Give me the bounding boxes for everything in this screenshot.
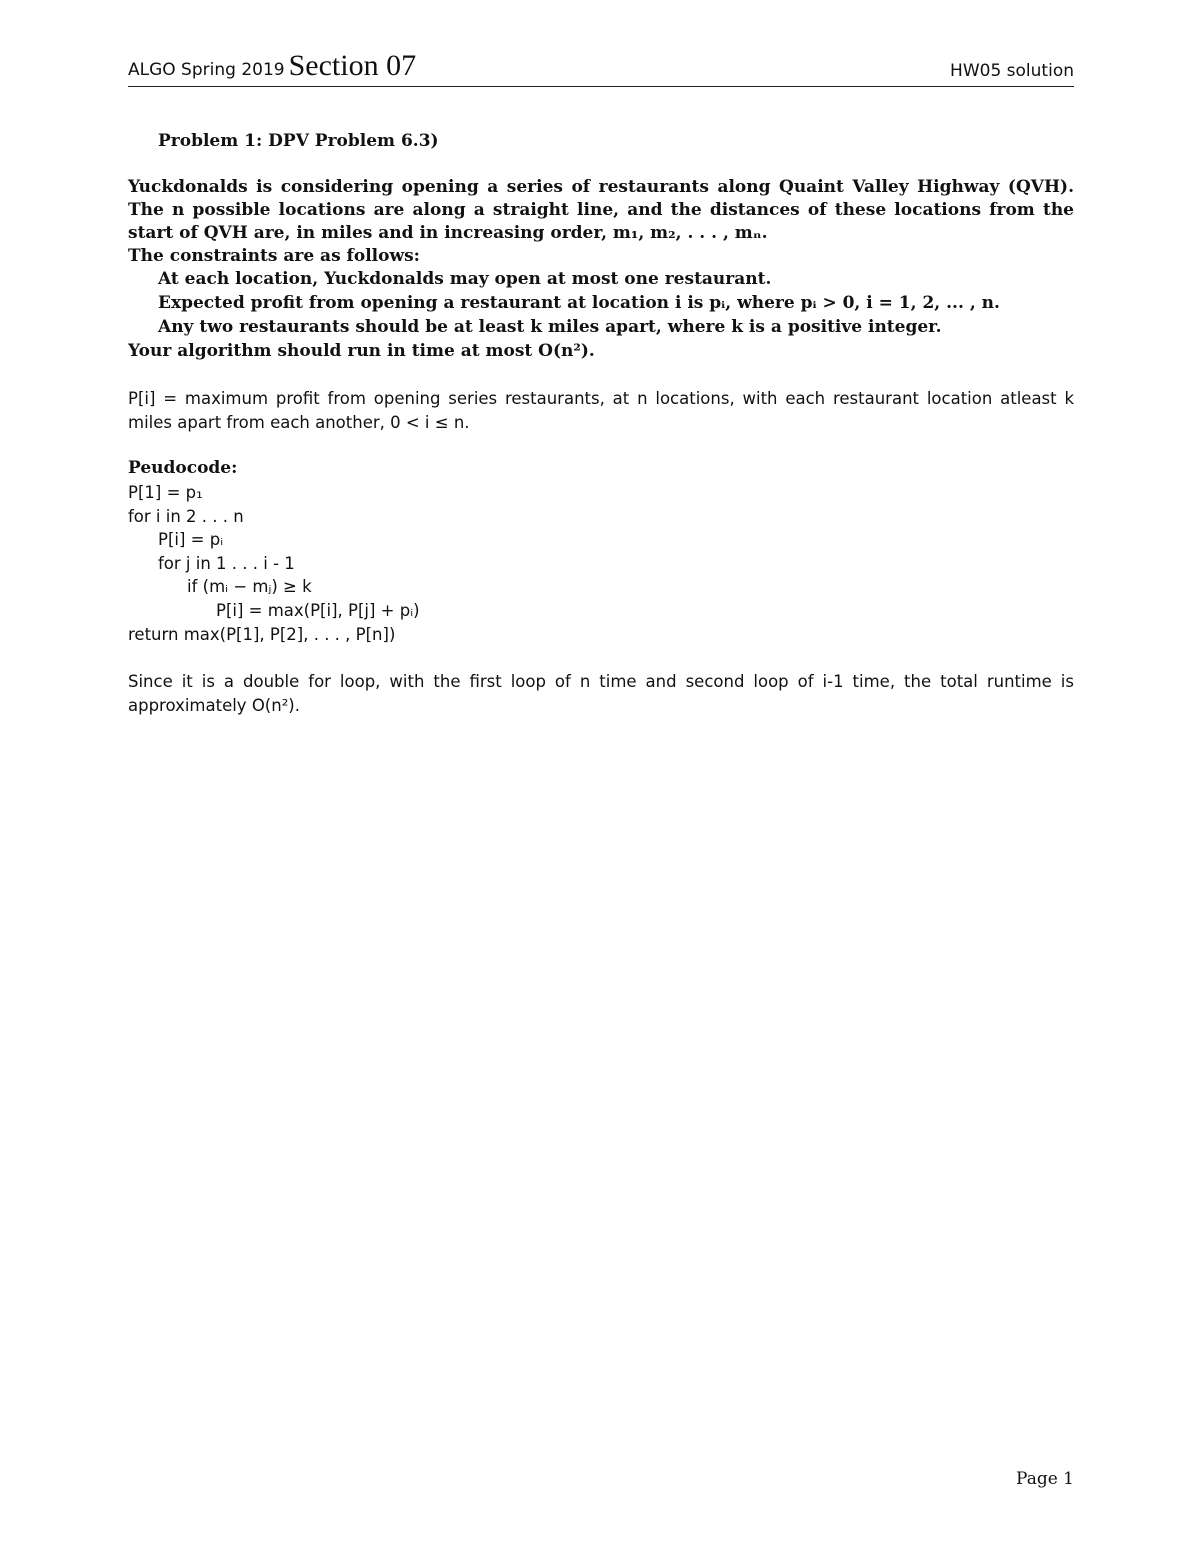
definition-line2: miles apart from each another, 0 < i ≤ n. bbox=[128, 413, 470, 432]
pseudocode-line: for i in 2 . . . n bbox=[128, 507, 244, 526]
pseudocode-line: P[i] = max(P[i], P[j] + pᵢ) bbox=[216, 601, 420, 620]
constraint-2: Expected profit from opening a restaurant at location i is pᵢ, where pᵢ > 0, i = 1, 2, ... , n. bbox=[158, 293, 1000, 313]
pseudocode-line: if (mᵢ − mⱼ) ≥ k bbox=[187, 577, 312, 596]
pseudocode-line: for j in 1 . . . i - 1 bbox=[158, 554, 295, 573]
pseudocode-heading: Peudocode: bbox=[128, 458, 238, 478]
definition-line1: P[i] = maximum profit from opening series restaurants, at n locations, with each restaurant location atleast k bbox=[128, 389, 1074, 408]
runtime-requirement: Your algorithm should run in time at most O(n²). bbox=[128, 341, 595, 361]
constraint-1: At each location, Yuckdonalds may open at most one restaurant. bbox=[158, 269, 772, 289]
pseudocode-line: P[1] = p₁ bbox=[128, 483, 203, 502]
constraint-3: Any two restaurants should be at least k miles apart, where k is a positive integer. bbox=[158, 317, 942, 337]
header-left bbox=[128, 49, 416, 83]
problem-title: Problem 1: DPV Problem 6.3) bbox=[158, 131, 439, 151]
section-label: Section 07 bbox=[288, 49, 417, 82]
problem-intro-line1: Yuckdonalds is considering opening a series of restaurants along Quaint Valley Highway (QVH). bbox=[128, 177, 1074, 197]
analysis-line1: Since it is a double for loop, with the first loop of n time and second loop of i-1 time, the total runtime is bbox=[128, 672, 1074, 691]
constraints-heading: The constraints are as follows: bbox=[128, 246, 420, 266]
pseudocode-line: return max(P[1], P[2], . . . , P[n]) bbox=[128, 625, 396, 644]
page-header bbox=[128, 50, 1074, 87]
problem-intro-line3: start of QVH are, in miles and in increasing order, m₁, m₂, . . . , mₙ. bbox=[128, 223, 768, 243]
course-label: ALGO Spring 2019 bbox=[128, 60, 285, 80]
pseudocode-line: P[i] = pᵢ bbox=[158, 530, 224, 549]
assignment-label: HW05 solution bbox=[950, 61, 1074, 81]
problem-intro-line2: The n possible locations are along a straight line, and the distances of these locations from the bbox=[128, 200, 1074, 220]
analysis-line2: approximately O(n²). bbox=[128, 696, 300, 715]
page-number: Page 1 bbox=[1016, 1469, 1074, 1489]
